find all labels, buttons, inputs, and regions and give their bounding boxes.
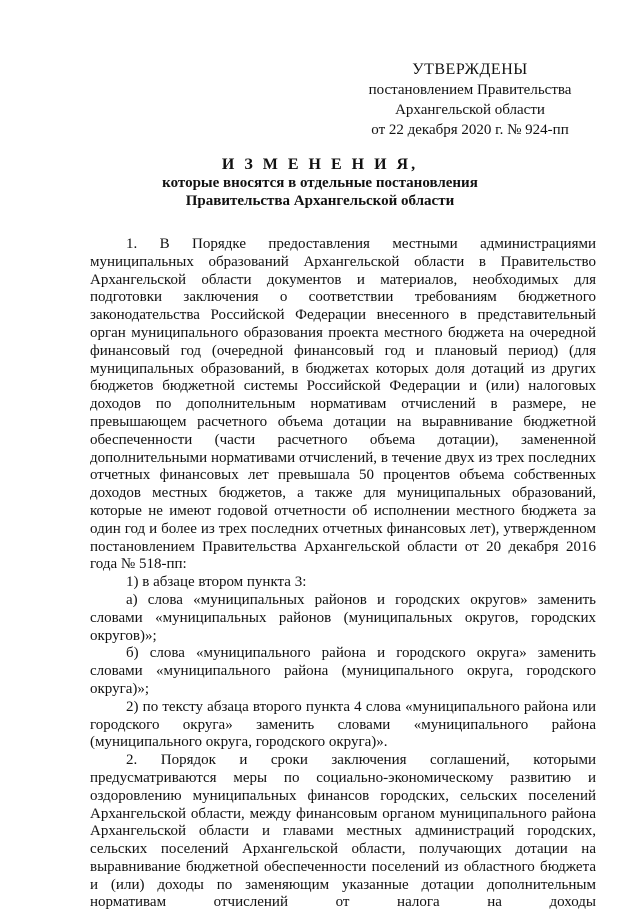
- paragraph-1: 1. В Порядке предоставления местными администрациями муниципальных образований Архангельской области в Правительство Архангельской области документов и материалов, необходимых для подготовки заключения о соответствии требованиям бюджетного законодательства Российской Федерации внесенного в представительный орган муниципального образования проекта местного бюджета на очередной финансовый год (очередной финансовый год и плановый период) (для муниципальных образований, в бюджетах которых доля дотаций из других бюджетов бюджетной системы Российской Федерации и (или) налоговых доходов по дополнительным нормативам отчислений в размере, не превышающем расчетного объема дотации на выравнивание бюджетной обеспеченности (части расчетного объема дотации), замененной дополнительными нормативами отчислений, в течение двух из трех последних отчетных финансовых лет превышала 50 процентов объема собственных доходов местных бюджетов, а также для муниципальных образований, которые не имеют годовой отчетности об исполнении местного бюджета за один год и более из трех последних отчетных финансовых лет), утвержденном постановлением Правительства Архангельской области от 20 декабря 2016 года № 518-пп:: [90, 236, 596, 573]
- paragraph-2: 2. Порядок и сроки заключения соглашений, которыми предусматриваются меры по социально-экономическому развитию и оздоровлению муниципальных финансов городских, сельских поселений Архангельской области, между финансовым органом муниципального района Архангельской области и главами местных администраций городских, сельских поселений Архангельской области, получающих дотации на выравнивание бюджетной обеспеченности поселений из областного бюджета и (или) доходы по заменяющим указанные дотации дополнительным нормативам отчислений от налога на доходы: [90, 752, 596, 911]
- approval-line-1: постановлением Правительства: [368, 82, 572, 98]
- approval-line-3: от 22 декабря 2020 г. № 924-пп: [371, 122, 569, 138]
- approval-stamp: [330, 60, 610, 140]
- title-subtitle-1: которые вносятся в отдельные постановления: [162, 175, 478, 191]
- paragraph-1-item-1b: б) слова «муниципального района и городского округа» заменить словами «муниципального района (муниципального округа, городского округа)»;: [90, 645, 596, 697]
- title-subtitle-2: Правительства Архангельской области: [185, 193, 455, 209]
- paragraph-1-item-1: 1) в абзаце втором пункта 3:: [126, 574, 307, 591]
- document-body: [90, 236, 596, 912]
- paragraph-1-item-2: 2) по тексту абзаца второго пункта 4 слова «муниципального района или городского округа» заменить словами «муниципального района (муниципального округа, городского округа)».: [90, 698, 596, 751]
- title-main: И З М Е Н Е Н И Я,: [221, 156, 419, 173]
- paragraph-1-item-1a: а) слова «муниципальных районов и городских округов» заменить словами «муниципальных районов (муниципальных округов, городских округов)»;: [90, 591, 596, 644]
- approval-heading: УТВЕРЖДЕНЫ: [412, 61, 528, 78]
- approval-line-2: Архангельской области: [395, 102, 545, 118]
- document-title: [60, 156, 580, 210]
